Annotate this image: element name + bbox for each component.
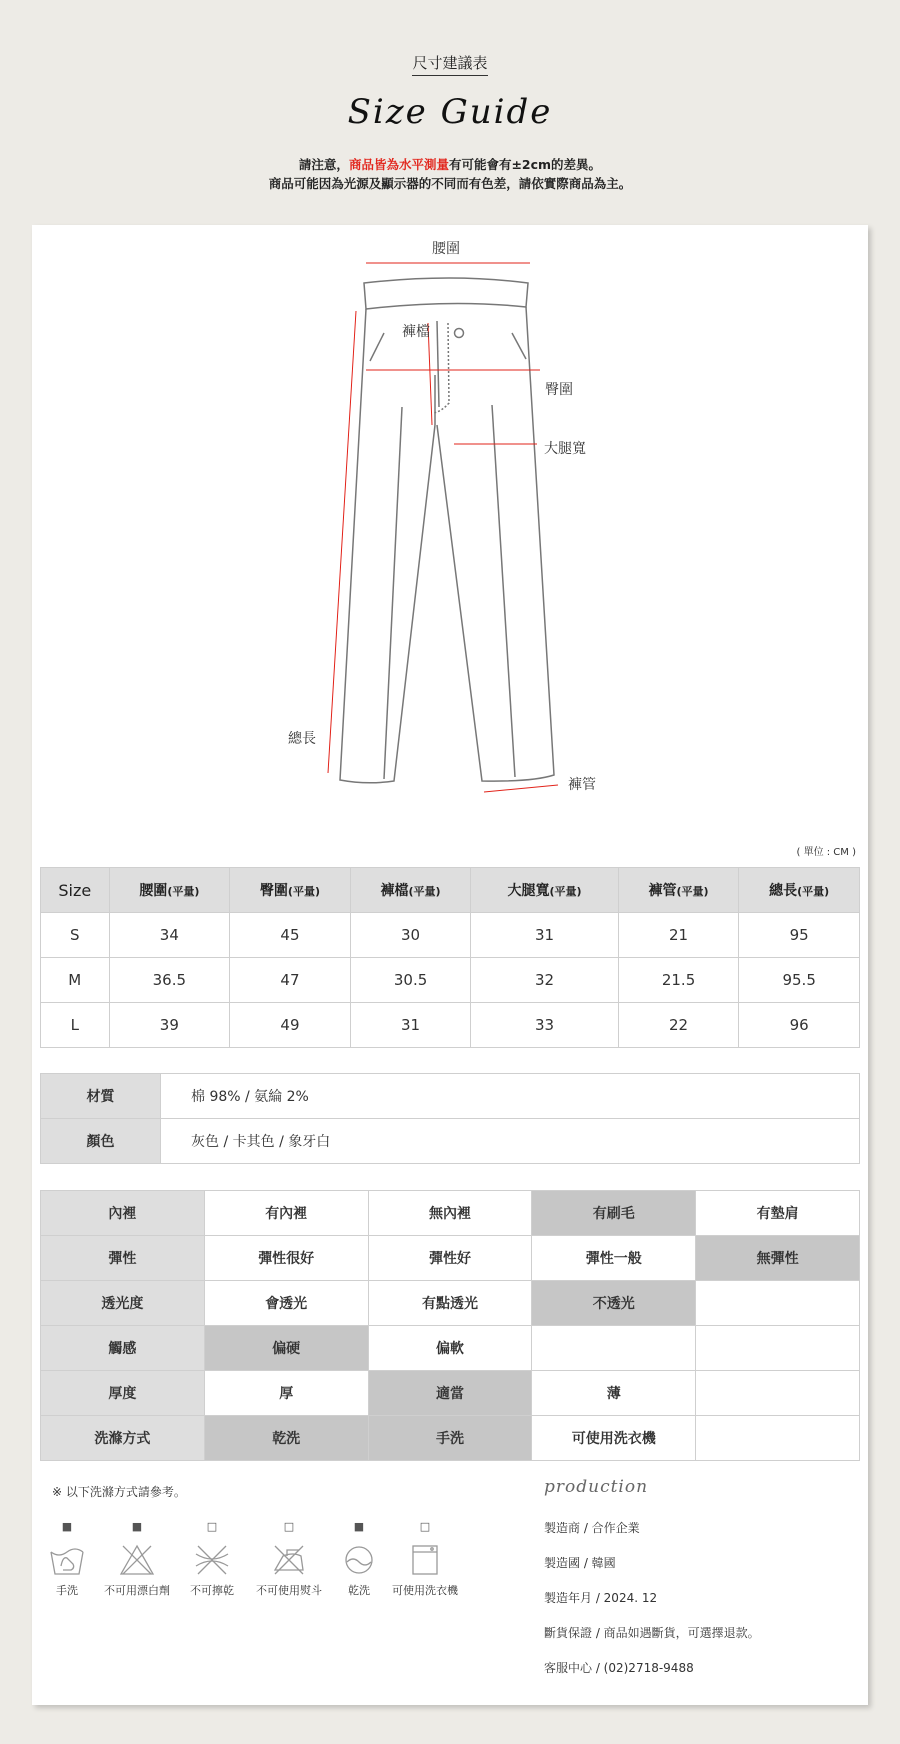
property-option <box>532 1326 696 1371</box>
property-option-selected: 無彈性 <box>696 1236 860 1281</box>
property-option: 有墊肩 <box>696 1191 860 1236</box>
property-label: 厚度 <box>41 1371 205 1416</box>
table-cell: 49 <box>230 1003 351 1048</box>
property-option: 厚 <box>204 1371 368 1416</box>
column-header: 總長(平量) <box>739 868 860 913</box>
table-cell: 39 <box>109 1003 230 1048</box>
length-line <box>328 311 356 773</box>
property-option-selected: 不透光 <box>532 1281 696 1326</box>
wash-label: 不可使用熨斗 <box>256 1584 322 1597</box>
size-column-header: Size <box>41 868 110 913</box>
wash-item <box>102 1520 172 1598</box>
table-cell: 21.5 <box>618 958 739 1003</box>
color-label: 顏色 <box>41 1119 161 1164</box>
table-row <box>41 958 860 1003</box>
property-option-selected: 手洗 <box>368 1416 532 1461</box>
color-value: 灰色 / 卡其色 / 象牙白 <box>161 1119 860 1164</box>
table-cell: 32 <box>471 958 618 1003</box>
property-label: 觸感 <box>41 1326 205 1371</box>
wash-mark: □ <box>419 1520 431 1533</box>
property-option <box>696 1281 860 1326</box>
wash-mark: ■ <box>353 1520 365 1533</box>
unit-label: ( 單位 : CM ) <box>796 847 856 858</box>
wash-mark: ■ <box>131 1520 143 1533</box>
table-cell: 36.5 <box>109 958 230 1003</box>
column-header: 腰圍(平量) <box>109 868 230 913</box>
property-option: 薄 <box>532 1371 696 1416</box>
measurement-notice: 請注意，商品皆為水平測量有可能會有±2cm的差異。 商品可能因為光源及顯示器的不同而有色差，請依實際商品為主。 <box>268 157 632 191</box>
wash-item <box>177 1520 247 1598</box>
property-option-selected: 偏硬 <box>204 1326 368 1371</box>
wash-item <box>254 1520 324 1598</box>
table-row <box>41 1191 860 1236</box>
thigh-label: 大腿寬 <box>544 441 586 457</box>
table-cell: 30.5 <box>350 958 471 1003</box>
wash-label: 乾洗 <box>348 1584 370 1597</box>
table-cell: 31 <box>350 1003 471 1048</box>
table-cell: 30 <box>350 913 471 958</box>
hip-label: 臀圍 <box>545 382 573 398</box>
property-option: 彈性一般 <box>532 1236 696 1281</box>
size-cell: M <box>41 958 110 1003</box>
wash-label: 不可擰乾 <box>190 1584 234 1597</box>
table-cell: 95 <box>739 913 860 958</box>
table-cell: 96 <box>739 1003 860 1048</box>
size-table <box>40 867 860 1048</box>
table-row <box>41 1281 860 1326</box>
property-option <box>696 1371 860 1416</box>
production-line: 斷貨保證 / 商品如遇斷貨，可選擇退款。 <box>544 1626 760 1640</box>
property-option <box>696 1326 860 1371</box>
property-option: 彈性好 <box>368 1236 532 1281</box>
hem-line <box>484 785 558 792</box>
table-cell: 95.5 <box>739 958 860 1003</box>
washing-machine-icon <box>405 1542 445 1578</box>
property-option: 彈性很好 <box>204 1236 368 1281</box>
dry-clean-icon <box>339 1542 379 1578</box>
property-option: 有內裡 <box>204 1191 368 1236</box>
rise-label: 褲檔 <box>402 324 430 340</box>
hand-wash-icon <box>47 1542 87 1578</box>
property-option-selected: 有刷毛 <box>532 1191 696 1236</box>
property-label: 洗滌方式 <box>41 1416 205 1461</box>
property-option: 可使用洗衣機 <box>532 1416 696 1461</box>
waist-label: 腰圍 <box>432 241 460 257</box>
table-row <box>41 1326 860 1371</box>
table-row <box>41 913 860 958</box>
table-cell: 47 <box>230 958 351 1003</box>
wash-mark: □ <box>283 1520 295 1533</box>
property-option: 偏軟 <box>368 1326 532 1371</box>
table-cell: 45 <box>230 913 351 958</box>
table-cell: 22 <box>618 1003 739 1048</box>
production-line: 客服中心 / (02)2718-9488 <box>544 1661 694 1675</box>
size-cell: L <box>41 1003 110 1048</box>
size-table-header <box>41 868 860 913</box>
table-row <box>41 1416 860 1461</box>
table-row <box>41 1074 860 1119</box>
material-table <box>40 1073 860 1164</box>
table-row <box>41 1119 860 1164</box>
property-option: 有點透光 <box>368 1281 532 1326</box>
table-row <box>41 1236 860 1281</box>
column-header: 褲管(平量) <box>618 868 739 913</box>
production-line: 製造國 / 韓國 <box>544 1556 616 1570</box>
no-iron-icon <box>269 1542 309 1578</box>
table-cell: 33 <box>471 1003 618 1048</box>
page-title: Size Guide <box>347 92 553 132</box>
pants-measurement-diagram <box>32 225 868 825</box>
column-header: 大腿寬(平量) <box>471 868 618 913</box>
wash-item <box>390 1520 460 1598</box>
size-guide-card <box>32 225 868 1705</box>
property-label: 透光度 <box>41 1281 205 1326</box>
wash-mark: □ <box>206 1520 218 1533</box>
table-cell: 31 <box>471 913 618 958</box>
production-line: 製造年月 / 2024. 12 <box>544 1591 658 1605</box>
wash-label: 不可用漂白劑 <box>104 1584 170 1597</box>
property-option-selected: 乾洗 <box>204 1416 368 1461</box>
wash-label: 可使用洗衣機 <box>392 1584 458 1597</box>
washing-note: ※ 以下洗滌方式請參考。 <box>52 1485 186 1499</box>
size-guide-subtitle: 尺寸建議表 <box>0 52 900 73</box>
no-bleach-icon <box>117 1542 157 1578</box>
length-label: 總長 <box>288 731 316 747</box>
table-row <box>41 1003 860 1048</box>
property-label: 內裡 <box>41 1191 205 1236</box>
no-wring-icon <box>192 1542 232 1578</box>
property-label: 彈性 <box>41 1236 205 1281</box>
material-label: 材質 <box>41 1074 161 1119</box>
property-option-selected: 適當 <box>368 1371 532 1416</box>
material-value: 棉 98% / 氨綸 2% <box>161 1074 860 1119</box>
property-option: 會透光 <box>204 1281 368 1326</box>
wash-mark: ■ <box>61 1520 73 1533</box>
wash-item <box>324 1520 394 1598</box>
table-cell: 34 <box>109 913 230 958</box>
fabric-properties-table <box>40 1190 860 1461</box>
column-header: 臀圍(平量) <box>230 868 351 913</box>
size-cell: S <box>41 913 110 958</box>
table-cell: 21 <box>618 913 739 958</box>
wash-label: 手洗 <box>56 1584 78 1597</box>
production-title: production <box>544 1477 649 1497</box>
wash-item <box>32 1520 102 1598</box>
table-row <box>41 1371 860 1416</box>
production-line: 製造商 / 合作企業 <box>544 1521 640 1535</box>
column-header: 褲檔(平量) <box>350 868 471 913</box>
property-option: 無內裡 <box>368 1191 532 1236</box>
property-option <box>696 1416 860 1461</box>
hem-label: 褲管 <box>568 777 596 793</box>
